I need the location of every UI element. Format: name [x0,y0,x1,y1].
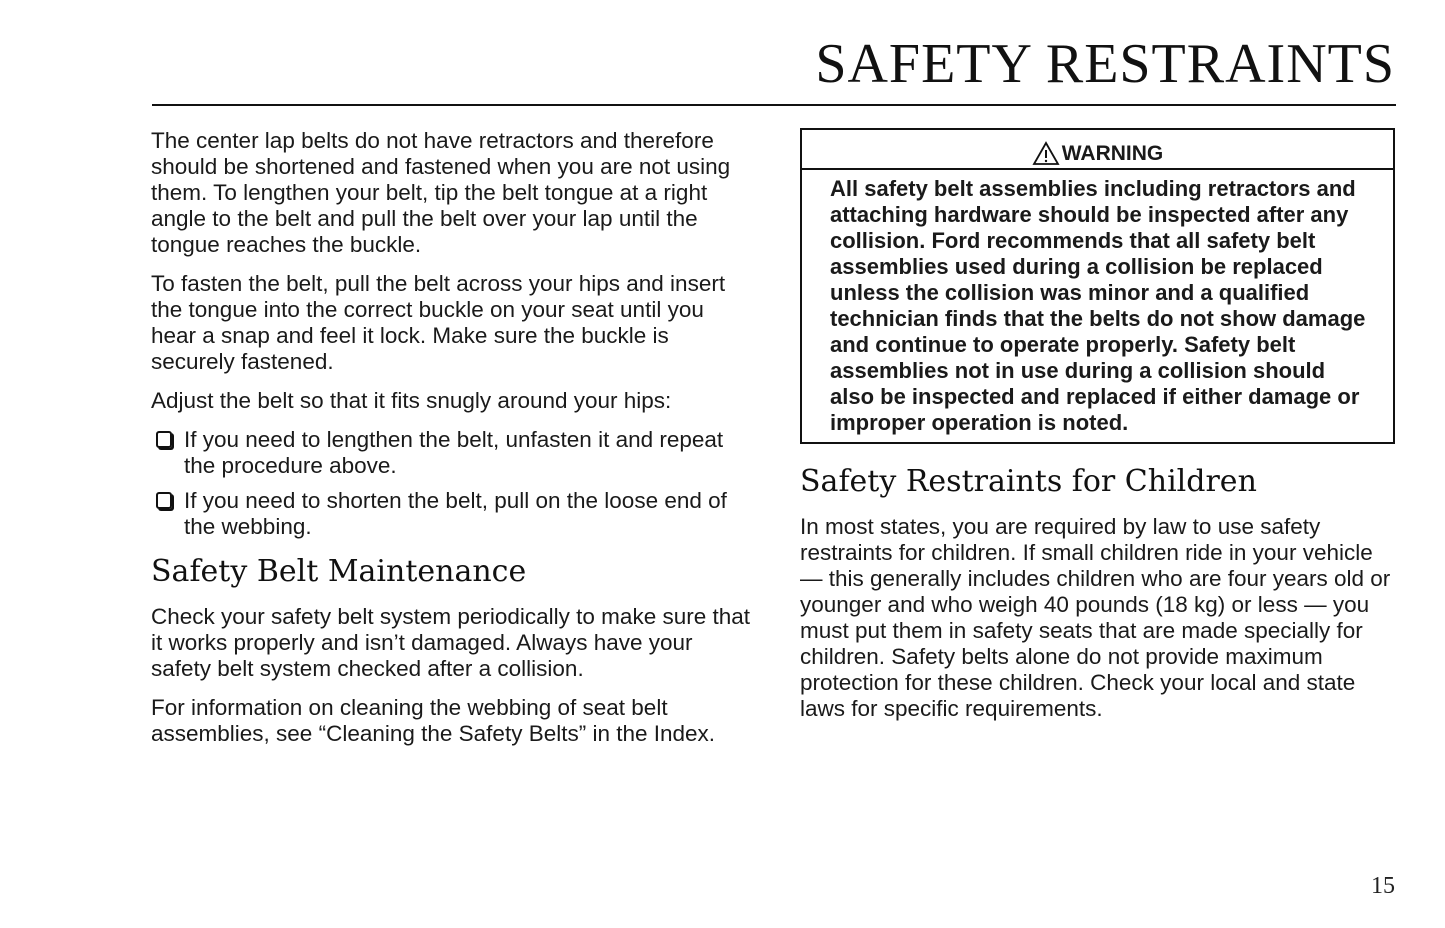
checklist-item [151,488,751,540]
children-heading: Safety Restraints for Children [800,464,1257,499]
children-paragraph: In most states, you are required by law to use safety restraints for children. If small children ride in your vehicle — this generally includes children who are four years old or younger and who weigh 40 pounds (18 kg) or less — you must put them in safety seats that are made specially for children. Safety belts alone do not provide maximum protection for these children. Check your local and state laws for specific requirements. [800,514,1391,721]
page-title: SAFETY RESTRAINTS [815,33,1395,95]
left-column [151,128,751,760]
fasten-belt-paragraph: To fasten the belt, pull the belt across your hips and insert the tongue into the correct buckle on your seat until you hear a snap and feel it lock. Make sure the buckle is securely fastened. [151,271,726,374]
checkbox-icon [156,492,172,509]
adjust-belt-paragraph: Adjust the belt so that it fits snugly around your hips: [151,388,672,413]
header-rule [152,104,1396,106]
page-number: 15 [1371,873,1395,899]
maintenance-paragraph: Check your safety belt system periodically to make sure that it works properly and isn’t damaged. Always have your safety belt system checked after a collision. [151,604,751,681]
warning-box [800,128,1395,444]
warning-label: WARNING [1061,141,1164,165]
checklist-item-text: If you need to lengthen the belt, unfasten it and repeat the procedure above. [184,427,724,478]
warning-text: All safety belt assemblies including retractors and attaching hardware should be inspected after any collision. Ford recommends that all safety belt assemblies used during a collision be replaced unless the collision was minor and a qualified technician finds that the belts do not show damage and continue to operate properly. Safety belt assemblies not in use during a collision should also be inspected and replaced if either damage or improper operation is noted. [830,176,1366,435]
checklist-item-text: If you need to shorten the belt, pull on the loose end of the webbing. [184,488,727,539]
warning-header [802,130,1393,170]
checkbox-icon [156,431,172,448]
maintenance-heading: Safety Belt Maintenance [151,554,527,589]
warning-triangle-icon [1032,141,1060,166]
cleaning-paragraph: For information on cleaning the webbing of seat belt assemblies, see “Cleaning the Safety Belts” in the Index. [151,695,716,746]
center-lap-belt-paragraph: The center lap belts do not have retractors and therefore should be shortened and fastened when you are not using them. To lengthen your belt, tip the belt tongue at a right angle to the belt and pull the belt over your lap until the tongue reaches the buckle. [151,128,731,257]
checklist-item [151,427,751,479]
right-column [800,128,1397,735]
